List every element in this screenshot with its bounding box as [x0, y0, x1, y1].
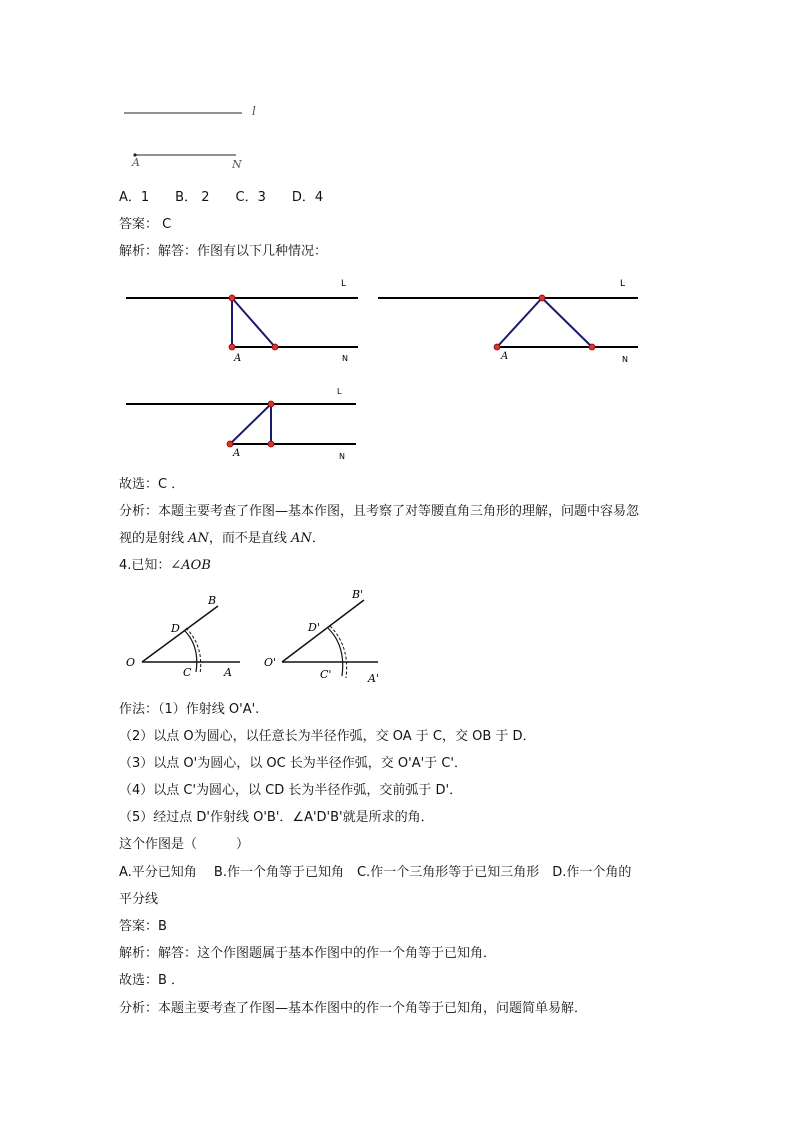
vertex-a — [229, 344, 235, 350]
q4-question: 这个作图是（ ） — [119, 837, 250, 852]
triangle-right-side — [542, 298, 592, 347]
q3-conclusion: 故选：C ． — [119, 477, 185, 492]
triangle-hypotenuse — [230, 404, 271, 444]
label-d: D — [171, 622, 180, 635]
label-a: A — [224, 666, 232, 679]
q3-answer: 答案： C — [119, 217, 172, 232]
q3-summary-line2 — [119, 530, 325, 548]
q3-summary-line-name: AN — [291, 531, 312, 546]
vertex-top — [229, 295, 235, 301]
label-N: N — [342, 354, 348, 363]
vertex-right — [272, 344, 278, 350]
label-N: N — [622, 355, 628, 364]
q3-options: A．1 B． 2 C．3 D．4 — [119, 190, 324, 205]
vertex-right — [589, 344, 595, 350]
case-figure-3 — [120, 380, 365, 465]
label-A: A — [501, 351, 509, 362]
q3-summary-line1: 分析：本题主要考查了作图—基本作图，且考察了对等腰直角三角形的理解，问题中容易忽 — [119, 504, 640, 519]
label-L: L — [620, 279, 626, 289]
q4-stem — [119, 557, 211, 575]
q4-method-4: （4）以点 C'为圆心，以 CD 长为半径作弧，交前弧于 D'． — [119, 783, 463, 798]
label-a-prime: A' — [368, 672, 379, 685]
label-b-prime: B' — [352, 588, 364, 601]
q3-summary-text-e: ． — [311, 531, 325, 546]
vertex-a — [494, 344, 500, 350]
case-figure-1 — [120, 272, 365, 367]
vertex-top — [268, 401, 274, 407]
label-A: A — [233, 448, 241, 459]
triangle-hypotenuse — [232, 298, 275, 347]
q4-stem-prefix: 4.已知： — [119, 558, 171, 573]
label-c-prime: C' — [320, 668, 332, 681]
label-N: N — [339, 452, 345, 461]
q3-analysis-intro: 解析：解答：作图有以下几种情况： — [119, 244, 328, 259]
label-o-prime: O' — [264, 656, 277, 669]
angle-figure-right — [260, 584, 390, 686]
label-A: A — [234, 353, 242, 364]
q4-answer: 答案：B — [119, 919, 167, 934]
top-figure — [118, 95, 278, 175]
angle-figure-left — [120, 588, 255, 683]
ray-ob — [142, 606, 218, 662]
ray-ob-prime — [282, 600, 364, 662]
label-d-prime: D' — [308, 621, 320, 634]
label-n: N — [232, 158, 242, 171]
q3-summary-ray-name: AN — [188, 531, 209, 546]
label-l: l — [252, 104, 256, 118]
q4-method-3: （3）以点 O'为圆心，以 OC 长为半径作弧，交 O'A'于 C'． — [119, 756, 467, 771]
label-L: L — [341, 279, 347, 289]
case-figure-2 — [372, 272, 644, 367]
q3-summary-text-c: ，而不是直线 — [208, 531, 292, 546]
q4-method-2: （2）以点 O为圆心，以任意长为半径作弧，交 OA 于 C，交 OB 于 D． — [119, 729, 536, 744]
label-o: O — [126, 656, 136, 669]
q4-analysis: 解析：解答：这个作图题属于基本作图中的作一个角等于已知角． — [119, 946, 497, 961]
q4-stem-angle: ∠AOB — [170, 558, 211, 573]
label-c: C — [183, 666, 192, 679]
label-b: B — [208, 594, 217, 607]
q3-summary-text-a: 视的是射线 — [119, 531, 189, 546]
q4-method-1: 作法：（1）作射线 O'A'. — [119, 702, 260, 717]
vertex-top — [539, 295, 545, 301]
triangle-left-side — [497, 298, 542, 347]
q4-choices-cont: 平分线 — [119, 892, 159, 907]
vertex-a — [227, 441, 233, 447]
q4-summary: 分析：本题主要考查了作图—基本作图中的作一个角等于已知角，问题简单易解． — [119, 1001, 588, 1016]
label-L: L — [337, 387, 342, 396]
q4-conclusion: 故选：B ． — [119, 973, 185, 988]
q4-choices: A.平分已知角 B.作一个角等于已知角 C.作一个三角形等于已知三角形 D.作一个角的 — [119, 865, 632, 880]
vertex-bottom — [268, 441, 274, 447]
q4-method-5: （5）经过点 D'作射线 O'B'．∠A'D'B'就是所求的角． — [119, 810, 434, 825]
label-a: A — [132, 156, 140, 169]
